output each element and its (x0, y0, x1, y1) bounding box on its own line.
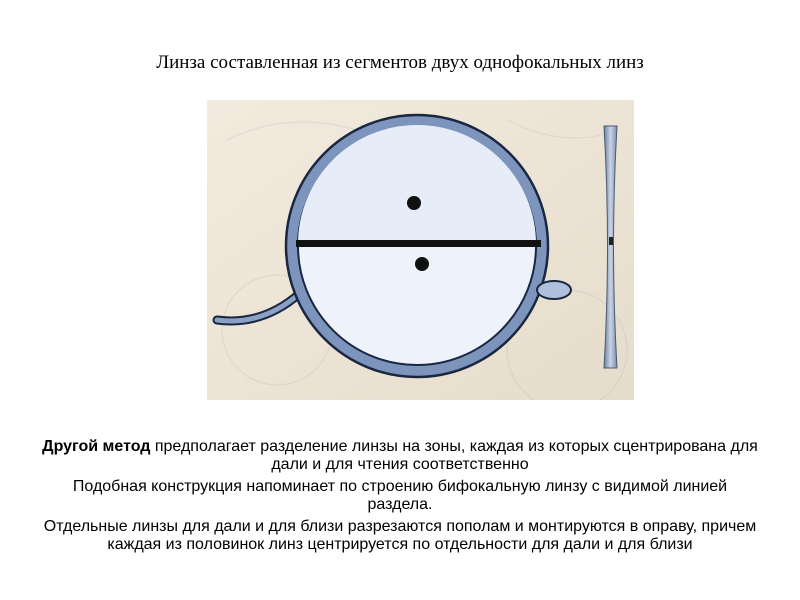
near-optical-center-dot (415, 257, 429, 271)
paragraph-lead-bold: Другой метод (42, 438, 151, 455)
paragraph-other-method (40, 438, 760, 473)
nose-pad (537, 281, 571, 299)
slide-title: Линза составленная из сегментов двух однофокальных линз (156, 52, 644, 73)
distance-optical-center-dot (407, 196, 421, 210)
bifocal-lens-illustration (207, 100, 634, 400)
segment-divider-line (296, 240, 541, 247)
paragraph-construction: Подобная конструкция напоминает по строению бифокальную линзу с видимой линией раздела. (72, 478, 728, 513)
bifocal-lens-figure (207, 100, 634, 400)
body-text (40, 438, 760, 553)
paragraph-1-text: предполагает разделение линзы на зоны, каждая из которых сцентрирована для дали и для чтения соответственно (150, 438, 758, 473)
paragraph-halves: Отдельные линзы для дали и для близи разрезаются пополам и монтируются в оправу, причем каждая из половинок линз центрируется по отдельности для дали и для близи (43, 518, 757, 553)
lens-side-profile-mark (609, 237, 613, 245)
